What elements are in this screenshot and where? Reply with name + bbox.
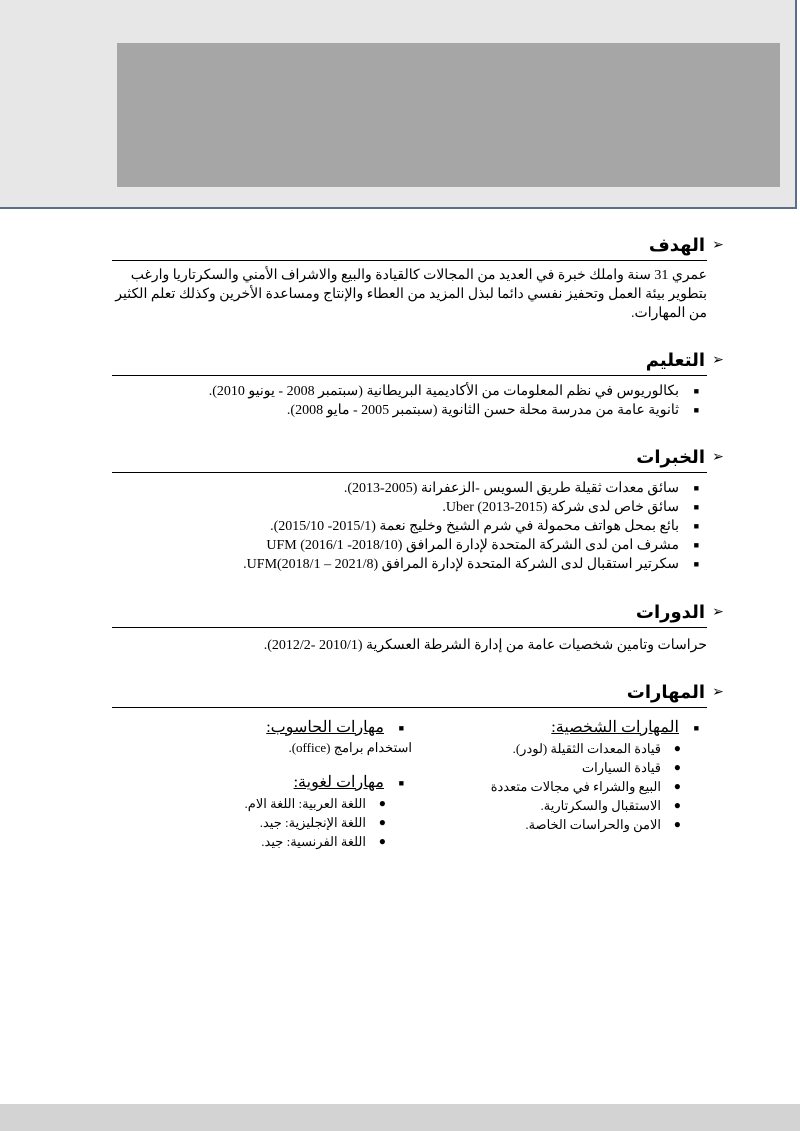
section-heading-education	[112, 348, 725, 372]
arrow-left-icon: ➢	[712, 684, 724, 700]
dot-bullet-icon: ●	[673, 760, 681, 774]
footer-band	[0, 1104, 800, 1131]
section-title: الخبرات	[636, 446, 705, 468]
section-title: التعليم	[645, 349, 705, 371]
experience-list	[112, 479, 707, 574]
language-skills-list	[112, 794, 412, 851]
list-item: ● البيع والشراء في مجالات متعددة	[490, 779, 681, 794]
list-item: ● الاستقبال والسكرتارية.	[540, 798, 681, 813]
arrow-left-icon: ➢	[712, 449, 724, 465]
section-skills	[112, 680, 724, 708]
section-courses	[112, 600, 724, 655]
list-item: ■ بائع بمحل هواتف محمولة في شرم الشيخ وخليج نعمة (2015/1- 2015/10).	[270, 519, 699, 534]
courses-text: حراسات وتامين شخصيات عامة من إدارة الشرطة العسكرية (2010/1 -2012/2).	[263, 638, 707, 653]
section-heading-experience	[112, 445, 725, 469]
list-item: ■ سائق معدات ثقيلة طريق السويس -الزعفرانة (2005-2013).	[343, 481, 699, 496]
square-bullet-icon: ■	[693, 502, 699, 512]
section-divider	[112, 260, 707, 261]
list-item: ■ بكالوريوس في نظم المعلومات من الأكاديمية البريطانية (سبتمبر 2008 - يونيو 2010).	[208, 384, 699, 399]
list-item: ■ ثانوية عامة من مدرسة محلة حسن الثانوية (سبتمبر 2005 - مايو 2008).	[286, 403, 699, 418]
section-title: الهدف	[648, 234, 705, 256]
dot-bullet-icon: ●	[673, 817, 681, 831]
language-skills-heading: ■ مهارات لغوية:	[293, 774, 404, 791]
list-item: ● الامن والحراسات الخاصة.	[525, 817, 681, 832]
section-objective	[112, 233, 724, 323]
dot-bullet-icon: ●	[673, 779, 681, 793]
computer-skills-text: استخدام برامج (office).	[288, 740, 412, 755]
dot-bullet-icon: ●	[378, 834, 386, 848]
personal-skills-column	[417, 718, 707, 834]
header-band	[0, 0, 797, 209]
section-education	[112, 348, 724, 420]
list-item: ■ سائق خاص لدى شركة Uber (2013-2015).	[442, 500, 699, 515]
section-title: المهارات	[626, 681, 705, 703]
arrow-left-icon: ➢	[712, 352, 724, 368]
section-heading-objective	[112, 233, 725, 257]
square-bullet-icon: ■	[693, 521, 699, 531]
square-bullet-icon: ■	[398, 723, 404, 733]
square-bullet-icon: ■	[693, 405, 699, 415]
section-experience	[112, 445, 724, 574]
section-divider	[112, 627, 707, 628]
arrow-left-icon: ➢	[712, 237, 724, 253]
square-bullet-icon: ■	[693, 483, 699, 493]
section-heading-skills	[112, 680, 725, 704]
personal-skills-heading: ■ المهارات الشخصية:	[551, 719, 699, 736]
list-item: ● اللغة الإنجليزية: جيد.	[259, 815, 386, 830]
section-divider	[112, 472, 707, 473]
list-item: ● قيادة السيارات	[581, 760, 681, 775]
education-list	[112, 382, 707, 420]
list-item: ■ سكرتير استقبال لدى الشركة المتحدة لإدارة المرافق UFM(2018/1 – 2021/8).	[243, 557, 699, 572]
section-divider	[112, 375, 707, 376]
skills-columns	[112, 718, 707, 868]
objective-text: عمري 31 سنة واملك خبرة في العديد من المجالات كالقيادة والبيع والاشراف الأمني والسكرتاريا وارغب بتطوير بيئة العمل وتحفيز نفسي دائما لبذل المزيد من العطاء والإنتاج ومساعدة الأخرين وكذلك تعلم الكثير من المهارات.	[115, 268, 707, 321]
square-bullet-icon: ■	[398, 778, 404, 788]
list-item: ● اللغة الفرنسية: جيد.	[261, 834, 386, 849]
dot-bullet-icon: ●	[673, 798, 681, 812]
arrow-left-icon: ➢	[712, 604, 724, 620]
square-bullet-icon: ■	[693, 386, 699, 396]
computer-language-column	[112, 718, 412, 851]
personal-skills-list	[417, 739, 707, 834]
square-bullet-icon: ■	[693, 723, 699, 733]
section-divider	[112, 707, 707, 708]
computer-skills-heading: ■ مهارات الحاسوب:	[266, 719, 404, 736]
dot-bullet-icon: ●	[673, 741, 681, 755]
square-bullet-icon: ■	[693, 540, 699, 550]
header-placeholder-box	[117, 43, 780, 187]
list-item: ● اللغة العربية: اللغة الام.	[244, 796, 386, 811]
section-title: الدورات	[635, 601, 705, 623]
dot-bullet-icon: ●	[378, 796, 386, 810]
list-item: ● قيادة المعدات الثقيلة (لودر).	[512, 741, 681, 756]
section-heading-courses	[112, 600, 725, 624]
list-item: ■ مشرف امن لدى الشركة المتحدة لإدارة المرافق UFM (2016/1 -2018/10)	[266, 538, 699, 553]
square-bullet-icon: ■	[693, 559, 699, 569]
dot-bullet-icon: ●	[378, 815, 386, 829]
